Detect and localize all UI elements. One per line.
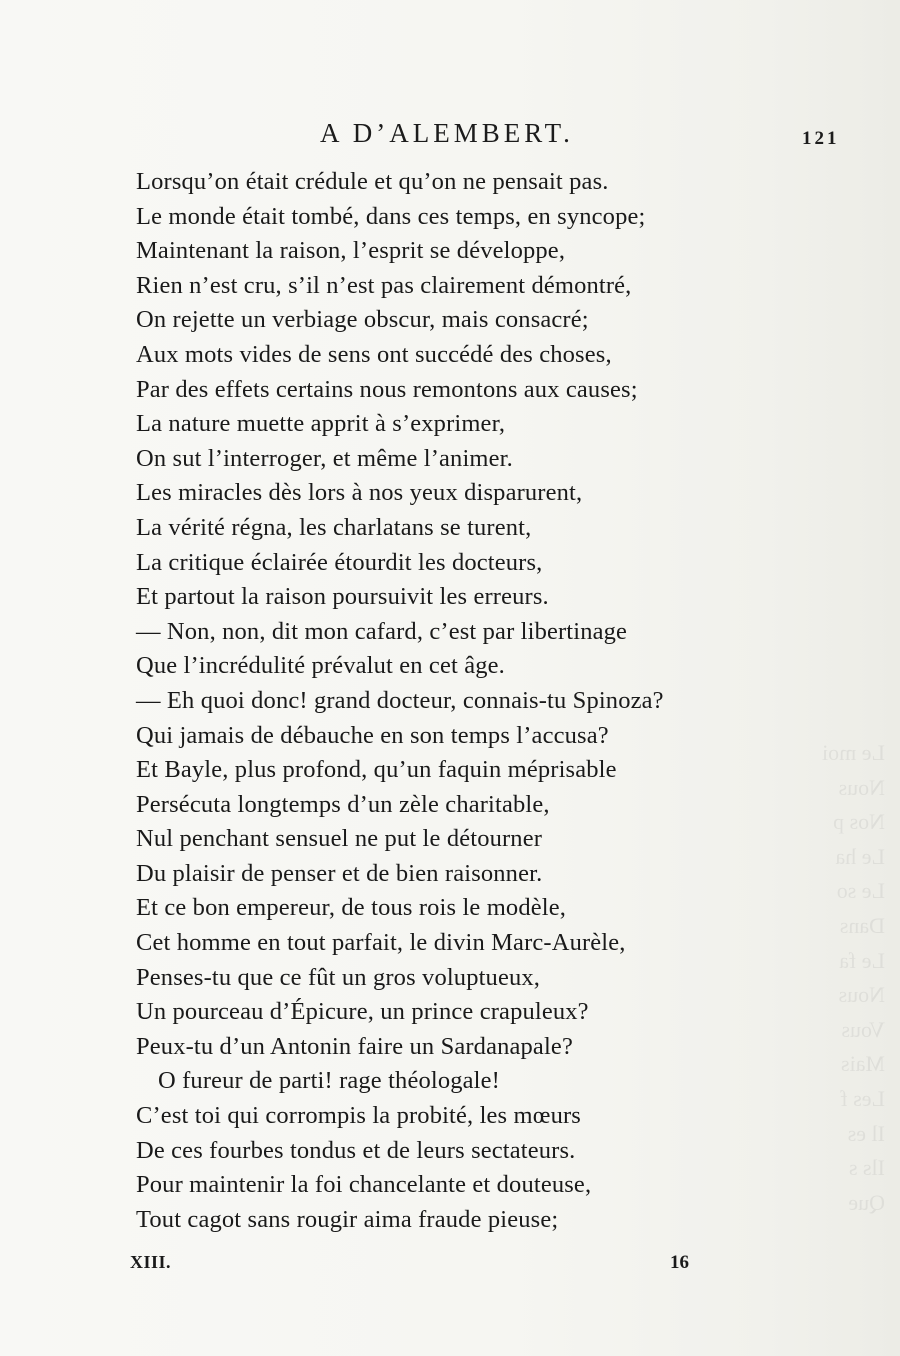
verse-line: Peux-tu d’un Antonin faire un Sardanapale? [136,1032,573,1060]
running-title: A D’ALEMBERT. [320,118,574,148]
verse-line: C’est toi qui corrompis la probité, les mœurs [136,1102,581,1130]
page-number: 121 [802,128,840,149]
verse-line: La critique éclairée étourdit les docteurs, [136,548,543,576]
verse-line: Maintenant la raison, l’esprit se développe, [136,237,566,265]
verse-line: Que l’incrédulité prévalut en cet âge. [136,652,505,680]
sheet-number: 16 [670,1252,689,1273]
running-head [0,118,900,154]
verse-line: La vérité régna, les charlatans se turent, [136,513,532,541]
verse-line: Rien n’est cru, s’il n’est pas clairement démontré, [136,271,632,299]
verse-line: Penses-tu que ce fût un gros voluptueux, [136,963,541,991]
verse-line: Le monde était tombé, dans ces temps, en syncope; [136,202,646,230]
verse-line: On rejette un verbiage obscur, mais consacré; [136,306,589,334]
verse-line-indented: O fureur de parti! rage théologale! [158,1067,500,1095]
verse-line: Et ce bon empereur, de tous rois le modèle, [136,894,566,922]
verse-line: — Eh quoi donc! grand docteur, connais-tu Spinoza? [136,686,664,714]
verse-line: Aux mots vides de sens ont succédé des choses, [136,340,612,368]
verse-line: — Non, non, dit mon cafard, c’est par libertinage [136,617,628,645]
verse-line: On sut l’interroger, et même l’animer. [136,444,513,472]
verse-line: Persécuta longtemps d’un zèle charitable, [136,790,550,818]
verse-line: De ces fourbes tondus et de leurs sectateurs. [136,1136,576,1164]
show-through-texture: Le moi Nous Nos p Le ha Le so Dans Le fa Nous Vous Mais Les f Il es Ils s Que [822,740,885,1215]
verse-line: Et Bayle, plus profond, qu’un faquin méprisable [136,756,617,784]
verse-line: Cet homme en tout parfait, le divin Marc-Aurèle, [136,929,626,957]
verse-line: Pour maintenir la foi chancelante et douteuse, [136,1171,592,1199]
verse-line: Les miracles dès lors à nos yeux disparurent, [136,479,583,507]
verse-line: Du plaisir de penser et de bien raisonner. [136,859,543,887]
verse-line: Par des effets certains nous remontons aux causes; [136,375,638,403]
signature-mark: XIII. [130,1252,172,1272]
page-footer [0,1252,900,1282]
verse-line: Tout cagot sans rougir aima fraude pieuse; [136,1205,559,1233]
verse-line: Nul penchant sensuel ne put le détourner [136,825,543,853]
verse-line: Qui jamais de débauche en son temps l’accusa? [136,721,609,749]
verse-line: Un pourceau d’Épicure, un prince crapuleux? [136,998,589,1026]
verse-line: Et partout la raison poursuivit les erreurs. [136,583,549,611]
verse-line: Lorsqu’on était crédule et qu’on ne pensait pas. [136,168,609,195]
verse-line: La nature muette apprit à s’exprimer, [136,410,506,438]
poem-text [136,165,836,1237]
